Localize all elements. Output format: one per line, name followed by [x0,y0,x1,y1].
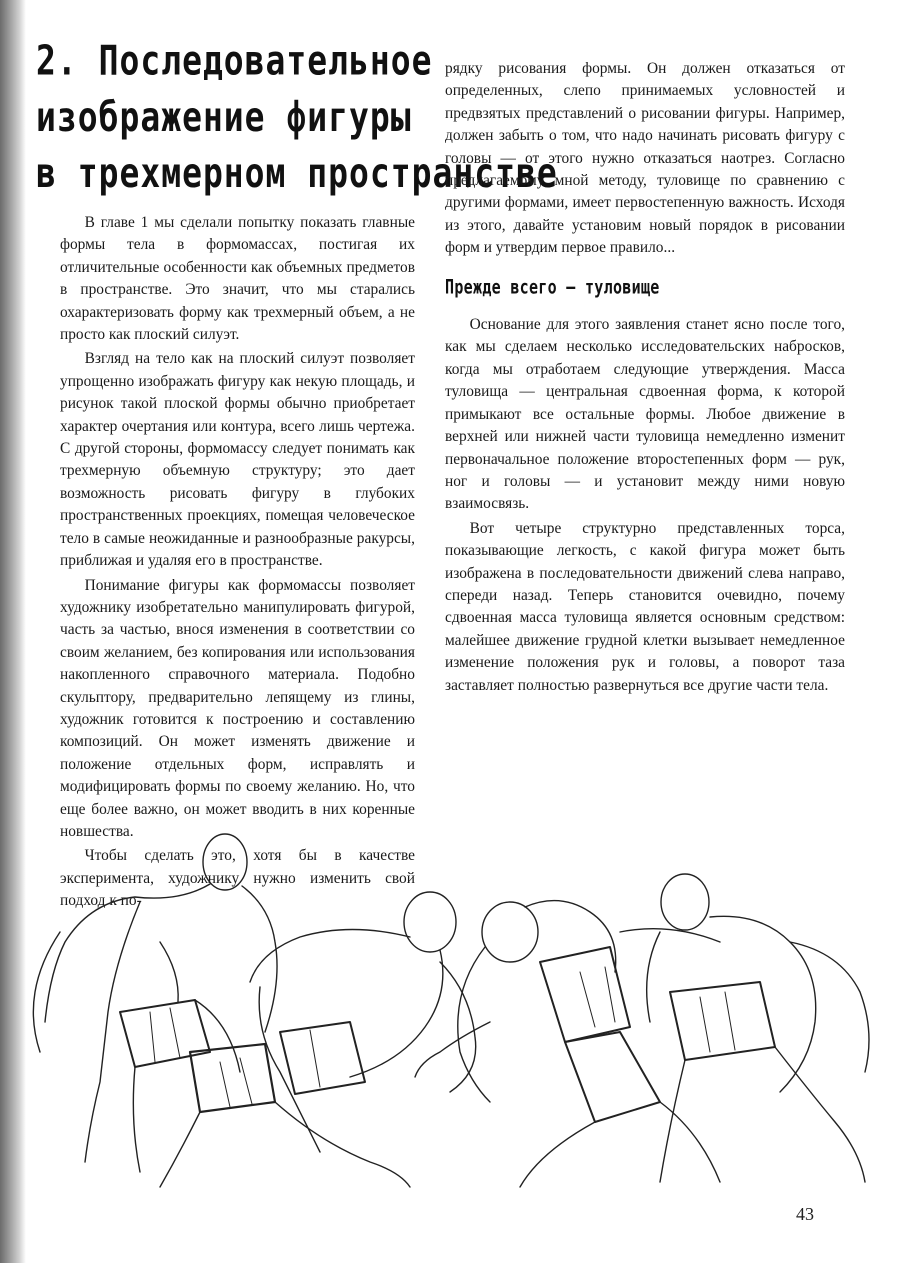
left-text-column [60,212,415,913]
paragraph: Понимание фигуры как формомассы позволяет художнику изобретательно манипулировать фигурой, часть за частью, внося изменения в соответствии со своим желанием, без копирования или использования накопленного справочного материала. Подобно скульптору, предварительно лепящему из глины, художник готовится к построению и составлению композиций. Он может изменять движение и положение отдельных форм, исправлять и модифицировать формы по своему желанию. Но, что еще более важно, он может вводить в них коренные новшества. [60,576,415,840]
paragraph: Вот четыре структурно представленных торса, показывающие легкость, с какой фигура может быть изображена в последовательности движений слева направо, спереди назад. Теперь становится очевидно, почему сдвоенная масса туловища является основным средством: малейшее движение грудной клетки вызывает немедленное изменение положения рук и головы, а поворот таза заставляет полностью развернуться все другие части тела. [445,519,845,694]
paragraph: Основание для этого заявления станет ясно после того, как мы сделаем несколько исследовательских набросков, когда мы отработаем следующие утверждения. Масса туловища — центральная сдвоенная форма, к которой примыкают все остальные формы. Любое движение в верхней или нижней части туловища немедленно изменит первоначальное положение второстепенных форм — рук, ног и головы — и установит между ними новую взаимосвязь. [445,316,845,513]
paragraph: Чтобы сделать это, хотя бы в качестве эксперимента, художнику нужно изменить свой подход к по- [60,847,415,910]
chapter-title [36,32,558,201]
paragraph: Взгляд на тело как на плоский силуэт позволяет упрощенно изображать фигуру как некую площадь, и рисунок такой плоской формы обычно приобретает характер очертания или контура, всего лишь чертежа. С другой стороны, формомассу следует понимать как трехмерную объемную структуру; это дает возможность рисовать фигуру в глубоких пространственных проекциях, помещая человеческое тело в самые неожиданные и разнообразные ракурсы, приближая и удаляя его в пространстве. [60,350,415,570]
chapter-title-line-2: изображение фигуры [36,92,412,141]
torso-sketch-figure-1 [33,834,277,1172]
chapter-title-line-3: в трехмерном пространстве [36,148,558,197]
right-text-column [445,58,845,697]
torso-sketch-figure-3 [415,901,720,1187]
torso-sketches-illustration [20,822,880,1192]
paragraph-continued: рядку рисования формы. Он должен отказаться от определенных, слепо принимаемых условностей и предвзятых представлений о рисовании фигуры. Например, должен забыть о том, что надо начинать рисовать фигуру с головы — от этого нужно отказаться наотрез. Согласно предлагаемому мной методу, туловище по сравнению с другими формами, имеет первостепенную важность. Исходя из этого, давайте установим новый порядок в рисовании форм и утвердим первое правило... [445,60,845,257]
chapter-title-line-1: 2. Последовательное [36,35,433,85]
torso-sketch-figure-4 [647,874,869,1182]
paragraph: В главе 1 мы сделали попытку показать главные формы тела в формомассах, постигая их отличительные особенности как объемных предметов в пространстве. Это значит, что мы старались охарактеризовать форму как трехмерный объем, а не просто как плоский силуэт. [60,214,415,344]
section-subheading: Прежде всего – туловище [445,274,660,299]
page-number: 43 [796,1204,814,1224]
